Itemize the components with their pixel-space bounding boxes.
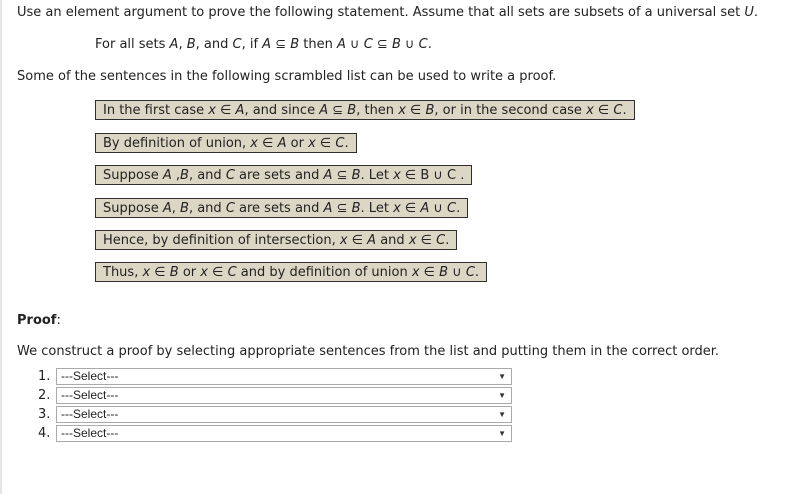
sentence-fragment: , then xyxy=(356,103,399,118)
intro-text xyxy=(17,5,758,20)
sentence-fragment: or xyxy=(286,136,309,151)
sentence-fragment: . xyxy=(445,233,450,248)
sentence-fragment: B xyxy=(439,265,449,280)
select-value: ---Select--- xyxy=(61,369,119,383)
sentence-fragment: ∈ xyxy=(150,265,170,280)
sentence-fragment: ∈ xyxy=(593,103,614,118)
sentence-fragment: ∈ xyxy=(315,136,336,151)
sentence-option-6[interactable] xyxy=(95,262,487,282)
sentence-fragment: B xyxy=(425,103,435,118)
step-number: 1. xyxy=(38,369,51,384)
dropdown-arrow-icon: ▼ xyxy=(498,429,506,438)
sentence-fragment: B xyxy=(169,265,179,280)
universal-set-symbol: U xyxy=(744,5,754,20)
sentence-fragment: C xyxy=(447,201,457,216)
sentence-fragment: ∈ xyxy=(400,201,421,216)
sentence-fragment: , and since xyxy=(244,103,320,118)
sentence-fragment: x xyxy=(411,265,420,280)
sentence-option-5[interactable] xyxy=(95,230,457,250)
intro-text-main: Use an element argument to prove the following statement. Assume that all sets are subsets of a universal set xyxy=(17,5,745,20)
sentence-fragment: ∈ xyxy=(416,233,437,248)
sentence-fragment: A xyxy=(319,103,329,118)
select-value: ---Select--- xyxy=(61,407,119,421)
proof-label: Proof xyxy=(17,313,57,328)
intro-period: . xyxy=(753,5,759,20)
sentence-fragment: Hence, by definition of intersection, xyxy=(103,233,340,248)
sentence-fragment: Thus, xyxy=(103,265,143,280)
step-select-2[interactable] xyxy=(56,387,512,404)
sentence-fragment: ∈ B ∪ C . xyxy=(400,168,465,183)
sentence-fragment: . xyxy=(474,265,480,280)
sentence-fragment: C xyxy=(465,265,475,280)
sentence-fragment: ∈ xyxy=(347,233,368,248)
sentence-fragment: A xyxy=(162,168,172,183)
sentence-fragment: x xyxy=(142,265,151,280)
step-select-1[interactable] xyxy=(56,368,512,385)
sentence-fragment: . Let xyxy=(360,168,394,183)
sentence-option-1[interactable] xyxy=(95,100,635,120)
sentence-fragment: By definition of union, xyxy=(103,136,251,151)
sentence-fragment: C xyxy=(436,233,446,248)
sentence-fragment: x xyxy=(250,136,258,151)
sentence-fragment: B xyxy=(347,103,357,118)
sentence-fragment: ∈ xyxy=(207,265,228,280)
proof-heading xyxy=(17,313,61,328)
sentence-fragment: , xyxy=(171,201,181,216)
sentence-fragment: x xyxy=(393,168,401,183)
sentence-fragment: x xyxy=(393,201,401,216)
sentence-fragment: B xyxy=(180,201,189,216)
sentence-fragment: , xyxy=(171,168,181,183)
sentence-option-4[interactable] xyxy=(95,198,468,218)
sentence-fragment: ⊆ xyxy=(332,168,352,183)
sentence-option-3[interactable] xyxy=(95,165,472,185)
sentence-fragment: x xyxy=(208,103,216,118)
scramble-note: Some of the sentences in the following scrambled list can be used to write a proof. xyxy=(17,69,557,84)
step-select-3[interactable] xyxy=(56,406,512,423)
sentence-fragment: A xyxy=(323,168,333,183)
sentence-fragment: x xyxy=(398,103,406,118)
sentence-fragment: are sets and xyxy=(234,168,324,183)
statement: For all sets A, B, and C, if A ⊆ B then A ∪ C ⊆ B ∪ C. xyxy=(95,37,432,52)
sentence-fragment: x xyxy=(339,233,348,248)
sentence-fragment: ∈ xyxy=(257,136,278,151)
sentence-fragment: Suppose xyxy=(103,201,163,216)
step-select-4[interactable] xyxy=(56,425,512,442)
sentence-fragment: ⊆ xyxy=(328,103,348,118)
sentence-fragment: C xyxy=(225,201,235,216)
sentence-fragment: , and xyxy=(188,201,226,216)
select-value: ---Select--- xyxy=(61,388,119,402)
construct-note: We construct a proof by selecting appropriate sentences from the list and putting them in the correct order. xyxy=(17,344,720,359)
sentence-fragment: ∪ xyxy=(448,265,466,280)
sentence-fragment: C xyxy=(225,168,235,183)
sentence-fragment: A xyxy=(367,233,377,248)
sentence-fragment: B xyxy=(351,168,361,183)
sentence-fragment: . xyxy=(456,201,461,216)
step-number: 3. xyxy=(38,407,51,422)
sentence-fragment: and xyxy=(376,233,409,248)
sentence-fragment: C xyxy=(613,103,623,118)
sentence-fragment: ∪ xyxy=(429,201,448,216)
sentence-fragment: . xyxy=(344,136,349,151)
sentence-fragment: B xyxy=(351,201,361,216)
step-number: 2. xyxy=(38,388,51,403)
select-value: ---Select--- xyxy=(61,426,119,440)
sentence-fragment: and by definition of union xyxy=(236,265,412,280)
sentence-fragment: , or in the second case xyxy=(434,103,587,118)
step-number: 4. xyxy=(38,426,51,441)
sentence-fragment: ∈ xyxy=(215,103,236,118)
sentence-fragment: are sets and xyxy=(234,201,324,216)
sentence-fragment: Suppose xyxy=(103,168,163,183)
left-border xyxy=(0,0,2,494)
sentence-fragment: ∈ xyxy=(419,265,440,280)
dropdown-arrow-icon: ▼ xyxy=(498,372,506,381)
sentence-fragment: B xyxy=(180,168,189,183)
dropdown-arrow-icon: ▼ xyxy=(498,391,506,400)
sentence-fragment: A xyxy=(162,201,172,216)
sentence-fragment: x xyxy=(200,265,208,280)
sentence-fragment: A xyxy=(277,136,287,151)
sentence-fragment: A xyxy=(323,201,333,216)
sentence-fragment: In the first case xyxy=(103,103,209,118)
sentence-fragment: A xyxy=(420,201,430,216)
dropdown-arrow-icon: ▼ xyxy=(498,410,506,419)
sentence-fragment: x xyxy=(408,233,417,248)
sentence-fragment: . xyxy=(622,103,627,118)
sentence-fragment: C xyxy=(227,265,237,280)
sentence-fragment: or xyxy=(178,265,201,280)
sentence-fragment: . Let xyxy=(360,201,394,216)
sentence-fragment: x xyxy=(586,103,594,118)
sentence-option-2[interactable] xyxy=(95,133,357,153)
sentence-fragment: C xyxy=(335,136,345,151)
sentence-fragment: A xyxy=(235,103,245,118)
sentence-fragment: ∈ xyxy=(405,103,426,118)
sentence-fragment: x xyxy=(308,136,316,151)
sentence-fragment: , and xyxy=(188,168,226,183)
sentence-fragment: ⊆ xyxy=(332,201,352,216)
proof-colon: : xyxy=(56,313,61,328)
